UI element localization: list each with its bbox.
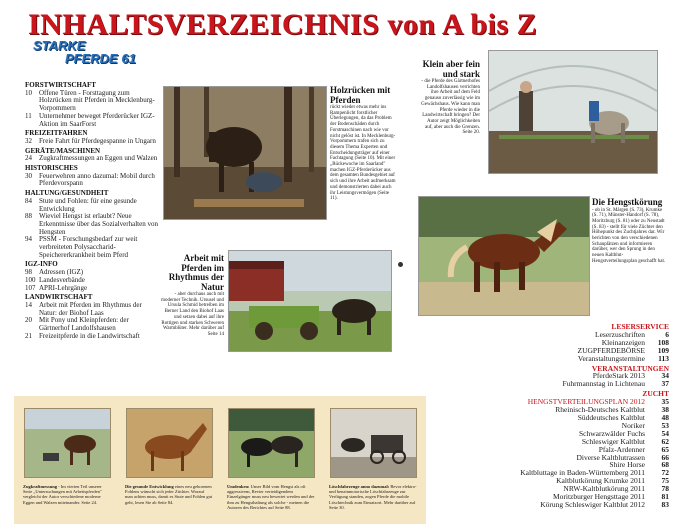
caption-title: Umdenken: <box>227 484 250 489</box>
hengst-title: Die Hengstkörung <box>592 197 663 207</box>
toc-entry[interactable] <box>25 333 160 341</box>
toc-entry[interactable] <box>25 236 160 259</box>
toc-section-heading: FREIZEITFAHREN <box>25 129 88 138</box>
service-entry-text: HENGSTVERTEILUNGSPLAN 2012 <box>527 397 645 407</box>
toc-section-heading: GERÄTE/MASCHINEN <box>25 146 101 155</box>
toc-entry-text: PSSM - Forschungsbedarf zur weit verbreiteten Polysaccharid-Speichererkrankheit beim Pferd <box>39 235 138 259</box>
toc-entry-text: Freizeitpferde in die Landwirtschaft <box>39 331 140 340</box>
service-section-heading: VERANSTALTUNGEN <box>591 363 669 373</box>
service-entry-text: Kaltblutkörung Krumke 2011 <box>556 476 645 486</box>
toc-entry-text: Unternehmer beweget Pferderücker IGZ-Aktion im SaarForst <box>39 111 155 128</box>
toc-section-heading: HISTORISCHES <box>25 164 78 173</box>
caption-title: Zugkraftmessung <box>23 484 58 489</box>
service-entry-text: Leserzuschriften <box>595 329 645 339</box>
service-entry[interactable] <box>439 355 669 363</box>
toc-page-number: 84 <box>25 196 32 205</box>
arbeit-title: Arbeit mit Pferden im Rhythmus der Natur <box>168 253 224 292</box>
toc-entry-text: Wieviel Hengst ist erlaubt? Neue Erkenntnisse über das Sozialverhalten von Hengsten <box>39 212 158 236</box>
service-entry-text: Süddeutsches Kaltblut <box>577 412 645 422</box>
service-entry-text: Rheinisch-Deutsches Kaltblut <box>555 405 645 415</box>
thumb-feuerwehr <box>330 408 417 478</box>
toc-section-heading: HALTUNG/GESUNDHEIT <box>25 189 109 198</box>
service-entry-text: Veranstaltungstermine <box>577 353 645 363</box>
page-title: INHALTSVERZEICHNIS von A bis Z <box>28 8 538 41</box>
toc-section-heading: FORSTWIRTSCHAFT <box>25 81 96 89</box>
caption-feuerwehr <box>329 484 417 510</box>
greenhouse-image <box>489 51 657 173</box>
toc-page-number: 24 <box>25 154 32 163</box>
toc-page-number: 21 <box>25 331 32 340</box>
service-entry-text: PferdeStark 2013 <box>592 371 645 381</box>
toc-entry[interactable] <box>25 198 160 213</box>
service-entry-text: ZUGPFERDEBÖRSE <box>577 345 645 355</box>
forest-horse-image <box>164 87 326 219</box>
service-page-number: 72 <box>661 468 669 478</box>
service-page-number: 109 <box>657 345 669 355</box>
thumb-hengste <box>228 408 315 478</box>
service-entry-text: Körung Schleswiger Kaltblut 2012 <box>540 499 645 509</box>
caption-text: Unser Bild vom Hengst als oft aggressivem, Revier verteidigendem Einzelgänger muss neu bewertet werden und der ihm zu Hengsthaltung als solche - meinen die Autoren des Berichtes auf Seite 88. <box>227 484 315 510</box>
toc-page-number: 20 <box>25 316 32 325</box>
caption-fohlen <box>125 484 213 505</box>
service-page-number: 62 <box>661 436 669 446</box>
toc-page-number: 100 <box>25 275 36 284</box>
service-entry-text: Noriker <box>621 420 645 430</box>
magazine-logo <box>33 39 136 65</box>
toc-page-number: 98 <box>25 268 32 277</box>
toc-entry[interactable] <box>25 173 160 188</box>
toc-page-number: 32 <box>25 136 32 145</box>
hengst-photo <box>418 196 590 316</box>
toc-entry-text: Feuerwehren anno dazumal: Mobil durch Pferdevorspann <box>39 171 155 188</box>
service-page-number: 68 <box>661 460 669 470</box>
service-page-number: 48 <box>661 412 669 422</box>
holzruecken-photo <box>163 86 327 220</box>
toc-entry[interactable] <box>25 138 160 146</box>
toc-entry[interactable] <box>25 90 160 113</box>
holzruecken-title: Holzrücken mit Pferden <box>330 85 391 105</box>
caption-text: eines neu geborenen Fohlens wünscht sich jeder Züchter. Worauf man achten muss, damit es Stute und Fohlen gut geht, lesen Sie ab Seite 84. <box>125 484 213 505</box>
thumb-zugkraft <box>24 408 111 478</box>
fire-wagon-image <box>331 409 416 477</box>
klein-text: - die Pferde des Gärtnerhofes Landolfshausen verrichten ihre Arbeit auf dem Feld genauso zuverlässig wie im Gewächshaus. Wie kann man Pferde wieder in die Landwirtschaft bringen? Der Autor zeigt Möglichkeiten auf, aber auch die Grenzen. Seite 20. <box>421 79 480 136</box>
toc-entry[interactable] <box>25 155 160 163</box>
service-entry[interactable] <box>439 380 669 388</box>
stallions-image <box>229 409 314 477</box>
toc-entry-text: Mit Pony und Kleinpferden: der Gärtnerhof Landolfshausen <box>39 316 129 333</box>
thumb-fohlen <box>126 408 213 478</box>
toc-entry-text: Landesverbände <box>39 275 85 284</box>
service-section-heading: ZUCHT <box>642 389 669 399</box>
service-page-number: 37 <box>661 379 669 389</box>
service-page-number: 66 <box>661 452 669 462</box>
service-section-heading: LESERSERVICE <box>611 322 669 331</box>
service-entry-text: Kleinanzeigen <box>601 337 645 347</box>
service-page-number: 108 <box>657 337 669 347</box>
caption-zugkraft <box>23 484 111 505</box>
caption-title: Die gesunde Entwicklung <box>125 484 174 489</box>
toc-entry-text: Adressen (IGZ) <box>39 268 84 277</box>
service-entry-text: Shire Horse <box>609 460 645 470</box>
toc-page-number: 107 <box>25 283 36 292</box>
service-page-number: 113 <box>658 353 669 363</box>
toc-page-number: 11 <box>25 111 32 120</box>
toc-entry-text: Stute und Fohlen: für eine gesunde Entwicklung <box>39 196 137 213</box>
toc-entry-text: Zugkraftmessungen an Eggen und Walzen <box>39 154 158 163</box>
service-page-number: 65 <box>661 444 669 454</box>
service-page-number: 54 <box>661 428 669 438</box>
hengst-caption <box>592 198 668 265</box>
service-entry-text: Pfalz-Ardenner <box>598 444 645 454</box>
service-page-number: 81 <box>661 492 669 502</box>
service-page-number: 34 <box>661 371 669 381</box>
service-page-number: 83 <box>661 499 669 509</box>
toc-page-number: 30 <box>25 171 32 180</box>
toc-page-number: 10 <box>25 88 32 97</box>
toc-entry[interactable] <box>25 285 160 293</box>
toc-entry[interactable] <box>25 113 160 128</box>
toc-page-number: 94 <box>25 235 32 244</box>
plow-horse-image <box>25 409 110 477</box>
klein-title: Klein aber fein und stark <box>422 59 480 79</box>
toc-entry[interactable] <box>25 302 160 317</box>
klein-caption <box>420 60 480 136</box>
toc-entry-text: APRI-Lehrgänge <box>39 283 88 292</box>
toc-page-number: 88 <box>25 212 32 221</box>
toc-section-heading: IGZ-INFO <box>25 260 58 269</box>
service-entry-text: NRW-Kaltblutkörung 2011 <box>563 484 645 494</box>
biohof-photo <box>228 250 392 352</box>
service-page-number: 75 <box>661 476 669 486</box>
toc-page-number: 14 <box>25 300 32 309</box>
caption-title: Löschfahrzeuge anno dazumal: <box>329 484 390 489</box>
stallion-image <box>419 197 589 315</box>
service-entry-text: Schwarzwälder Fuchs <box>578 428 645 438</box>
logo-line2: PFERDE 61 <box>65 51 136 66</box>
caption-text: - Im vierten Teil unserer Serie „Untersuchungen mit Arbeitspferden" vergleicht der Autor verschiedene moderne Eggen und Walzen miteinander. Seite 24. <box>23 484 102 505</box>
table-of-contents <box>25 80 160 341</box>
toc-entry-text: Freie Fahrt für Pferdegespanne in Ungarn <box>39 136 156 145</box>
page-marker <box>398 262 403 267</box>
service-page-number: 38 <box>661 405 669 415</box>
service-entry-text: Fuhrmannstag in Lichtenau <box>562 379 645 389</box>
toc-entry-text: Arbeit mit Pferden im Rhythmus der Natur: der Biohof Laas <box>39 300 142 317</box>
service-entry-text: Diverse Kaltblutrassen <box>576 452 645 462</box>
hengst-text: - ob in St. Märgen (S. 73), Krumke (S. 71), Münster-Handorf (S. 78), Moritzburg (S. 81) oder zu Neustadt (S. 83) - stellt für viele Züchter den Höhepunkt des Zuchtjahres dar. Wir berichten von den verschiedenen Schauplätzen und informieren darüber, wer den Sprung in den neuen Kaltblut-Hengstverteilungsplan geschafft hat. <box>592 207 666 264</box>
service-page-number: 35 <box>661 397 669 407</box>
holzruecken-text: rückt wieder etwas mehr ins Rampenlicht forstlicher Überlegungen, da das Problem der Bodenschäden durch Forstmaschinen nach wie vor nicht gelöst ist. In Mecklenburg-Vorpommern trafen sich zu diesem Thema Experten und Entscheidungsträger auf einer Fachtagung (Seite 10). Mit einer „Rückewoche im Saarland" machen IGZ-Pferderücker aus dem gesamten Bundesgebiet auf sich und ihre Arbeit aufmerksam und demonstrierten dabei auch ihr Leistungsvermögen (Seite 11). <box>330 105 396 202</box>
arbeit-text: - aber durchaus auch mit moderner Technik. Ursusel und Ursula Schmid betreiben im Berner Land den Biohof Laas und setzen dabei auf ihre Rottigen und starken Schweren Warmblüter. Mehr darüber auf Seite 14 <box>161 292 224 337</box>
service-page-number: 78 <box>661 484 669 494</box>
holzruecken-caption <box>330 86 398 202</box>
service-page-number: 6 <box>665 329 669 339</box>
toc-entry-text: Offene Türen - Forsttagung zum Holzrücken mit Pferden in Mecklenburg-Vorpommern <box>39 88 155 113</box>
foal-image <box>127 409 212 477</box>
logo-line1: STARKE <box>33 38 86 53</box>
service-entry-text: Kaltbluttage in Baden-Württemberg 2011 <box>520 468 645 478</box>
service-list <box>439 321 669 509</box>
caption-text: Bevor elektro- und benzinmotorische Löschfahrzeuge zur Verfügung standen, zogen Pferde die mobile Löschtechnik zum Einsatzort. Mehr darüber auf Seite 30. <box>329 484 417 510</box>
toc-entry[interactable] <box>25 213 160 236</box>
farm-wagon-image <box>229 251 391 351</box>
service-page-number: 53 <box>661 420 669 430</box>
service-entry-text: Moritzburger Hengsttage 2011 <box>552 492 645 502</box>
gewaechshaus-photo <box>488 50 658 174</box>
caption-hengste <box>227 484 315 510</box>
arbeit-caption <box>160 254 224 338</box>
service-entry-text: Schleswiger Kaltblut <box>581 436 645 446</box>
service-entry[interactable] <box>439 501 669 509</box>
toc-entry[interactable] <box>25 317 160 332</box>
bottom-panel <box>14 396 426 524</box>
toc-section-heading: LANDWIRTSCHAFT <box>25 293 93 302</box>
